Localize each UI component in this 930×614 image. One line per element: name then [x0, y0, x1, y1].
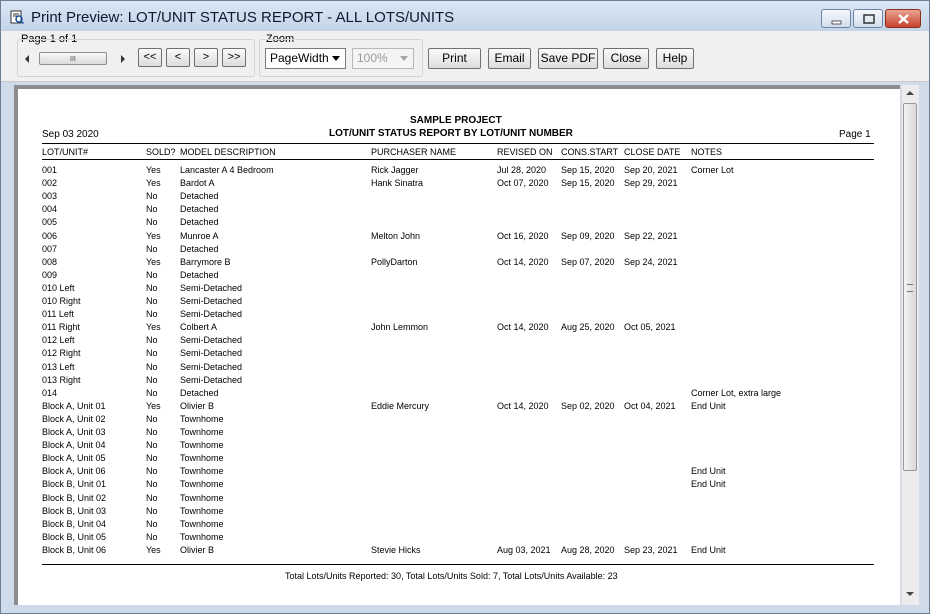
cell-model: Townhome [180, 466, 224, 477]
cell-model: Semi-Detached [180, 335, 243, 346]
cell-lot-unit: Block B, Unit 03 [42, 505, 107, 516]
cell-cons-start: Sep 15, 2020 [561, 165, 615, 175]
cell-sold: No [146, 466, 158, 477]
cell-sold: No [146, 361, 158, 372]
save-pdf-button[interactable] [538, 48, 598, 69]
cell-model: Semi-Detached [180, 361, 243, 372]
cell-lot-unit: 011 Right [42, 322, 80, 333]
email-button-label: Email [494, 51, 525, 65]
column-header-sold: SOLD? [146, 147, 176, 157]
cell-lot-unit: Block A, Unit 05 [42, 453, 106, 464]
cell-model: Colbert A [180, 322, 218, 333]
cell-model: Detached [180, 217, 219, 228]
close-icon [886, 10, 922, 29]
cell-notes: Corner Lot, extra large [691, 387, 782, 398]
cell-sold: No [146, 505, 158, 516]
cell-purchaser: Melton John [371, 230, 421, 241]
report-title: LOT/UNIT STATUS REPORT BY LOT/UNIT NUMBER [329, 128, 573, 139]
preview-viewport[interactable] [14, 85, 900, 605]
cell-close-date: Oct 04, 2021 [624, 400, 676, 411]
help-button-label: Help [662, 51, 688, 65]
header-rule [42, 143, 874, 144]
cell-model: Munroe A [180, 230, 219, 241]
slider-thumb[interactable] [39, 52, 107, 65]
cell-lot-unit: 014 [42, 387, 58, 398]
grip-icon: III [70, 56, 76, 63]
cell-purchaser: PollyDarton [371, 256, 418, 267]
cell-revised-on: Jul 28, 2020 [497, 165, 547, 175]
header-underline [42, 159, 874, 160]
report-project: SAMPLE PROJECT [410, 115, 502, 126]
report-date: Sep 03 2020 [42, 129, 99, 140]
cell-model: Townhome [180, 427, 224, 437]
cell-lot-unit: 010 Right [42, 296, 81, 306]
chevron-down-icon [400, 56, 408, 61]
scroll-thumb[interactable] [903, 103, 917, 471]
cell-lot-unit: 010 Left [42, 282, 75, 293]
cell-lot-unit: Block A, Unit 01 [42, 400, 106, 411]
zoom-percent-select [352, 48, 414, 69]
cell-sold: No [146, 348, 158, 359]
cell-close-date: Sep 29, 2021 [624, 178, 678, 189]
cell-lot-unit: 008 [42, 256, 58, 267]
cell-lot-unit: 011 Left [42, 309, 74, 320]
column-header-cons-start: CONS.START [561, 147, 619, 157]
cell-cons-start: Sep 02, 2020 [561, 400, 615, 411]
cell-purchaser: Stevie Hicks [371, 544, 421, 555]
cell-close-date: Oct 05, 2021 [624, 322, 676, 333]
grip-icon [907, 284, 913, 292]
cell-sold: Yes [146, 400, 161, 411]
last-page-button[interactable]: >> [222, 48, 246, 67]
cell-revised-on: Oct 07, 2020 [497, 178, 549, 189]
cell-lot-unit: Block A, Unit 02 [42, 413, 106, 424]
cell-model: Detached [180, 191, 219, 202]
cell-model: Barrymore B [180, 256, 231, 267]
cell-model: Townhome [180, 453, 224, 464]
help-button[interactable] [656, 48, 694, 69]
column-header-purchaser: PURCHASER NAME [371, 147, 457, 157]
zoom-label: Zoom [266, 33, 295, 45]
cell-sold: No [146, 387, 158, 398]
cell-sold: No [146, 191, 158, 202]
cell-model: Townhome [180, 479, 224, 490]
cell-model: Detached [180, 269, 219, 280]
column-header-lot-unit: LOT/UNIT# [42, 147, 89, 157]
cell-cons-start: Aug 28, 2020 [561, 544, 615, 555]
cell-lot-unit: 007 [42, 243, 58, 254]
cell-model: Detached [180, 204, 219, 215]
cell-sold: No [146, 204, 158, 215]
email-button[interactable] [488, 48, 531, 69]
cell-lot-unit: Block A, Unit 04 [42, 440, 106, 451]
cell-lot-unit: Block A, Unit 06 [42, 466, 106, 477]
cell-lot-unit: 012 Right [42, 348, 81, 359]
cell-model: Townhome [180, 440, 224, 451]
cell-sold: Yes [146, 544, 161, 555]
window-title: Print Preview: LOT/UNIT STATUS REPORT - ALL LOTS/UNITS [31, 9, 455, 26]
cell-lot-unit: 004 [42, 204, 58, 215]
cell-sold: No [146, 531, 158, 542]
print-preview-app-icon [10, 10, 24, 24]
cell-revised-on: Oct 14, 2020 [497, 322, 549, 333]
report-page-number: Page 1 [839, 129, 871, 140]
cell-sold: No [146, 335, 158, 346]
cell-revised-on: Oct 16, 2020 [497, 230, 549, 241]
slider-left-arrow-icon[interactable] [25, 55, 29, 63]
zoom-percent-value: 100% [357, 51, 388, 65]
cell-revised-on: Aug 03, 2021 [497, 544, 551, 555]
cell-sold: No [146, 243, 158, 254]
maximize-button[interactable] [853, 9, 883, 28]
cell-notes: End Unit [691, 466, 726, 477]
cell-purchaser: John Lemmon [371, 322, 429, 333]
cell-revised-on: Oct 14, 2020 [497, 400, 549, 411]
cell-lot-unit: 013 Left [42, 361, 75, 372]
cell-lot-unit: 005 [42, 217, 58, 228]
cell-sold: No [146, 217, 158, 228]
cell-model: Semi-Detached [180, 282, 243, 293]
next-page-button[interactable]: > [194, 48, 218, 67]
cell-model: Olivier B [180, 544, 215, 555]
cell-model: Semi-Detached [180, 296, 243, 306]
cell-model: Townhome [180, 505, 224, 516]
cell-sold: No [146, 413, 158, 424]
cell-model: Detached [180, 243, 219, 254]
title-bar[interactable] [1, 1, 929, 31]
cell-sold: Yes [146, 230, 161, 241]
cell-model: Townhome [180, 518, 224, 529]
cell-lot-unit: 009 [42, 269, 58, 280]
cell-model: Semi-Detached [180, 309, 243, 320]
cell-cons-start: Sep 15, 2020 [561, 178, 615, 189]
cell-sold: Yes [146, 178, 161, 189]
zoom-mode-value: PageWidth [270, 51, 329, 65]
column-header-revised-on: REVISED ON [497, 147, 553, 157]
cell-model: Semi-Detached [180, 348, 243, 359]
cell-model: Bardot A [180, 178, 215, 189]
print-button-label: Print [442, 51, 467, 65]
report-summary: Total Lots/Units Reported: 30, Total Lots/Units Sold: 7, Total Lots/Units Available: 23 [285, 571, 618, 581]
cell-purchaser: Rick Jagger [371, 165, 419, 175]
cell-purchaser: Hank Sinatra [371, 178, 424, 189]
cell-purchaser: Eddie Mercury [371, 400, 430, 411]
chevron-down-icon [332, 56, 340, 61]
prev-page-button[interactable]: < [166, 48, 190, 67]
cell-lot-unit: Block A, Unit 03 [42, 427, 106, 437]
column-header-notes: NOTES [691, 147, 723, 157]
preview-toolbar [1, 31, 929, 82]
cell-sold: No [146, 309, 158, 320]
zoom-mode-select[interactable] [265, 48, 346, 69]
cell-close-date: Sep 20, 2021 [624, 165, 678, 175]
cell-lot-unit: 002 [42, 178, 58, 189]
cell-cons-start: Sep 07, 2020 [561, 256, 615, 267]
cell-sold: No [146, 440, 158, 451]
print-button[interactable] [428, 48, 481, 69]
cell-sold: No [146, 479, 158, 490]
cell-close-date: Sep 24, 2021 [624, 256, 678, 267]
cell-sold: No [146, 518, 158, 529]
cell-lot-unit: 001 [42, 165, 58, 175]
cell-close-date: Sep 22, 2021 [624, 230, 678, 241]
cell-sold: Yes [146, 322, 161, 333]
cell-notes: End Unit [691, 400, 726, 411]
vertical-scrollbar[interactable] [901, 85, 919, 605]
cell-model: Townhome [180, 531, 224, 542]
close-button-label: Close [610, 51, 642, 65]
cell-sold: No [146, 453, 158, 464]
cell-revised-on: Oct 14, 2020 [497, 256, 549, 267]
cell-model: Olivier B [180, 400, 215, 411]
report-page [18, 89, 900, 605]
column-header-close-date: CLOSE DATE [624, 147, 681, 157]
cell-cons-start: Aug 25, 2020 [561, 322, 615, 333]
cell-cons-start: Sep 09, 2020 [561, 230, 615, 241]
cell-lot-unit: 003 [42, 191, 58, 202]
cell-lot-unit: Block B, Unit 05 [42, 531, 107, 542]
cell-sold: No [146, 282, 158, 293]
minimize-icon [822, 10, 852, 29]
minimize-button[interactable] [821, 9, 851, 28]
cell-sold: Yes [146, 256, 161, 267]
cell-model: Detached [180, 387, 219, 398]
first-page-button[interactable]: << [138, 48, 162, 67]
footer-rule [42, 564, 874, 565]
cell-lot-unit: Block B, Unit 01 [42, 479, 107, 490]
scroll-down-arrow-icon[interactable] [906, 592, 914, 596]
cell-sold: No [146, 492, 158, 503]
cell-lot-unit: Block B, Unit 02 [42, 492, 107, 503]
scroll-up-arrow-icon[interactable] [906, 91, 914, 95]
close-window-button[interactable] [885, 9, 921, 28]
cell-sold: No [146, 427, 158, 437]
cell-sold: No [146, 374, 158, 385]
page-slider[interactable] [21, 51, 129, 67]
cell-model: Lancaster A 4 Bedroom [180, 165, 274, 175]
cell-lot-unit: Block B, Unit 04 [42, 518, 107, 529]
cell-model: Semi-Detached [180, 374, 243, 385]
cell-lot-unit: Block B, Unit 06 [42, 544, 107, 555]
cell-lot-unit: 013 Right [42, 374, 81, 385]
save-pdf-button-label: Save PDF [540, 51, 596, 65]
cell-lot-unit: 006 [42, 230, 58, 241]
cell-sold: Yes [146, 165, 161, 175]
close-button[interactable] [603, 48, 649, 69]
cell-notes: End Unit [691, 479, 726, 490]
column-header-model: MODEL DESCRIPTION [180, 147, 276, 157]
cell-close-date: Sep 23, 2021 [624, 544, 678, 555]
cell-notes: End Unit [691, 544, 726, 555]
cell-model: Townhome [180, 413, 224, 424]
page-indicator: Page 1 of 1 [21, 33, 78, 45]
maximize-icon [854, 10, 884, 29]
cell-sold: No [146, 269, 158, 280]
cell-model: Townhome [180, 492, 224, 503]
cell-lot-unit: 012 Left [42, 335, 75, 346]
cell-notes: Corner Lot [691, 165, 734, 175]
cell-sold: No [146, 296, 158, 306]
slider-right-arrow-icon[interactable] [121, 55, 125, 63]
